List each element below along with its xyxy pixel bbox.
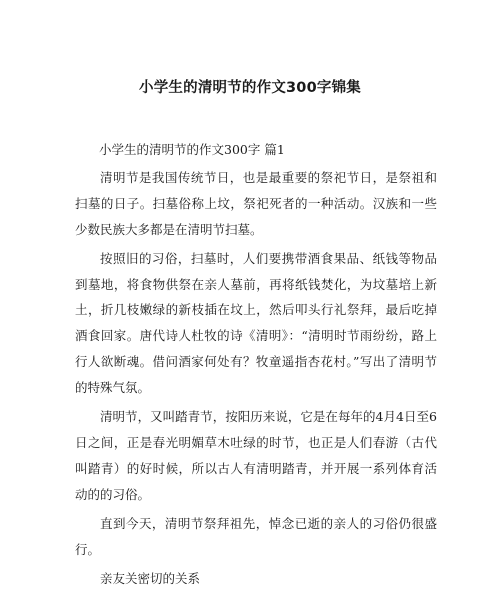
paragraph-2: 按照旧的习俗，扫墓时，人们要携带酒食果品、纸钱等物品到墓地，将食物供祭在亲人墓前，再将纸钱焚化，为坟墓培上新土，折几枝嫩绿的新枝插在坟上，然后叩头行礼祭拜，最后吃掉酒食回家。唐代诗人杜牧的诗《清明》：“清明时节雨纷纷，路上行人欲断魂。借问酒家何处有？牧童遥指杏花村。”写出了清明节的特殊气氛。	[75, 250, 437, 395]
paragraph-4: 直到今天，清明节祭拜祖先，悼念已逝的亲人的习俗仍很盛行。	[75, 515, 437, 557]
paragraph-1: 清明节是我国传统节日，也是最重要的祭祀节日，是祭祖和扫墓的日子。扫墓俗称上坟，祭祀死者的一种活动。汉族和一些少数民族大多都是在清明节扫墓。	[75, 170, 437, 237]
paragraph-5: 亲友关密切的关系	[100, 570, 201, 586]
paragraph-3: 清明节，又叫踏青节，按阳历来说，它是在每年的4月4日至6日之间，正是春光明媚草木吐绿的时节，也正是人们春游（古代叫踏青）的好时候，所以古人有清明踏青，并开展一系列体育活动的的习俗。	[75, 409, 437, 502]
document-title: 小学生的清明节的作文300字锦集	[139, 80, 361, 96]
section-heading: 小学生的清明节的作文300字 篇1	[99, 142, 285, 157]
document-body	[75, 165, 437, 595]
